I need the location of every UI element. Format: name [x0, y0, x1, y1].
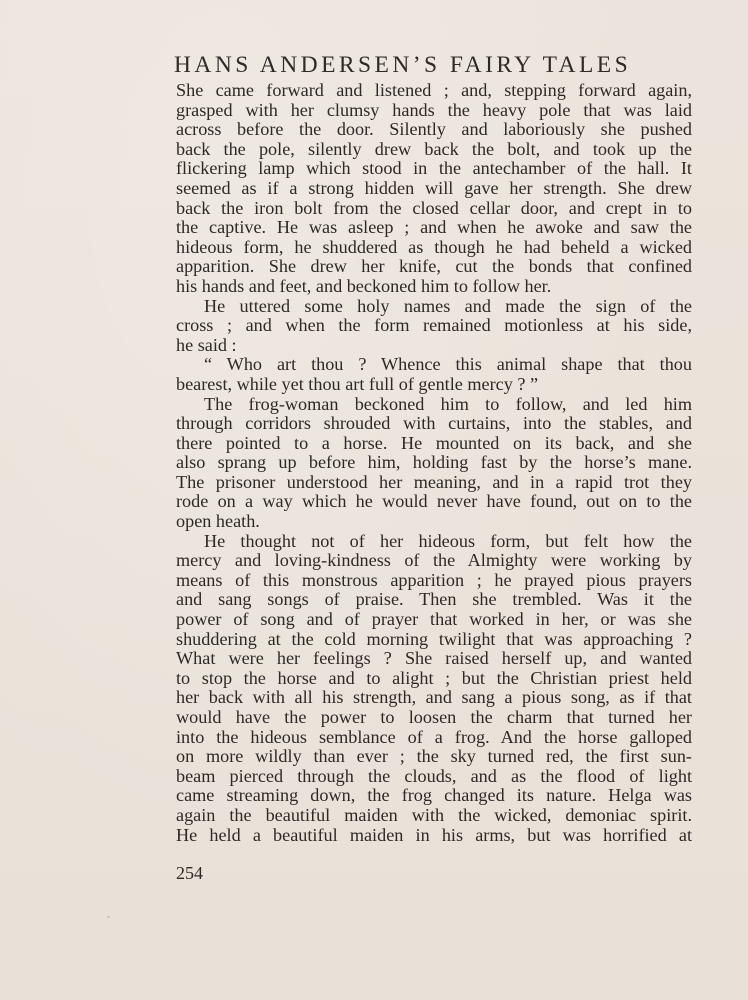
page-number: 254 — [176, 863, 203, 883]
text-line: on more wildly than ever ; the sky turned red, the first sun- — [176, 746, 692, 767]
text-line: seemed as if a strong hidden will gave her strength. She drew — [176, 177, 692, 198]
text-line: his hands and feet, and beckoned him to follow her. — [176, 275, 552, 296]
text-line: power of song and of prayer that worked in her, or was she — [176, 609, 692, 630]
body-text — [176, 81, 692, 845]
text-line: into the hideous semblance of a frog. And the horse galloped — [176, 726, 692, 747]
text-line: flickering lamp which stood in the antechamber of the hall. It — [176, 158, 692, 179]
text-line: back the pole, silently drew back the bolt, and took up the — [176, 138, 692, 159]
text-line: and sang songs of praise. Then she trembled. Was it the — [176, 589, 692, 610]
text-line: open heath. — [176, 511, 260, 532]
running-head: HANS ANDERSEN’S FAIRY TALES — [174, 52, 632, 78]
text-line: She came forward and listened ; and, stepping forward again, — [176, 80, 692, 100]
text-line: bearest, while yet thou art full of gentle mercy ? ” — [176, 373, 539, 394]
text-line: He thought not of her hideous form, but felt how the — [204, 530, 692, 551]
text-line: hideous form, he shuddered as though he had beheld a wicked — [176, 236, 692, 257]
text-line: cross ; and when the form remained motionless at his side, — [176, 315, 692, 336]
text-line: came streaming down, the frog changed its nature. Helga was — [176, 785, 692, 806]
text-line: to stop the horse and to alight ; but the Christian priest held — [176, 667, 692, 688]
text-line: rode on a way which he would never have found, out on to the — [176, 491, 692, 512]
text-line: mercy and loving-kindness of the Almighty were working by — [176, 550, 692, 571]
text-line: He uttered some holy names and made the sign of the — [204, 295, 692, 316]
text-line: apparition. She drew her knife, cut the bonds that confined — [176, 256, 692, 277]
text-line: “ Who art thou ? Whence this animal shape that thou — [204, 354, 692, 375]
text-line: the captive. He was asleep ; and when he awoke and saw the — [176, 217, 692, 238]
text-line: would have the power to loosen the charm that turned her — [176, 707, 692, 727]
paper-speck — [107, 916, 110, 918]
text-line: grasped with her clumsy hands the heavy pole that was laid — [176, 99, 692, 120]
text-line: beam pierced through the clouds, and as the flood of light — [176, 765, 692, 786]
text-line: he said : — [176, 334, 237, 355]
text-line: again the beautiful maiden with the wicked, demoniac spirit. — [176, 804, 692, 825]
text-line: her back with all his strength, and sang a pious song, as if that — [176, 687, 692, 708]
text-line: there pointed to a horse. He mounted on its back, and she — [176, 432, 692, 453]
text-line: across before the door. Silently and laboriously she pushed — [176, 119, 692, 140]
text-line: shuddering at the cold morning twilight that was approaching ? — [176, 628, 692, 649]
text-line: means of this monstrous apparition ; he prayed pious prayers — [176, 569, 692, 590]
text-line: through corridors shrouded with curtains, into the stables, and — [176, 413, 692, 434]
text-line: The prisoner understood her meaning, and in a rapid trot they — [176, 471, 692, 492]
text-line: also sprang up before him, holding fast by the horse’s mane. — [176, 452, 692, 473]
text-line: He held a beautiful maiden in his arms, but was horrified at — [176, 824, 692, 845]
text-line: The frog-woman beckoned him to follow, and led him — [204, 393, 692, 414]
text-line: What were her feelings ? She raised herself up, and wanted — [176, 648, 692, 669]
text-line: back the iron bolt from the closed cellar door, and crept in to — [176, 197, 692, 218]
